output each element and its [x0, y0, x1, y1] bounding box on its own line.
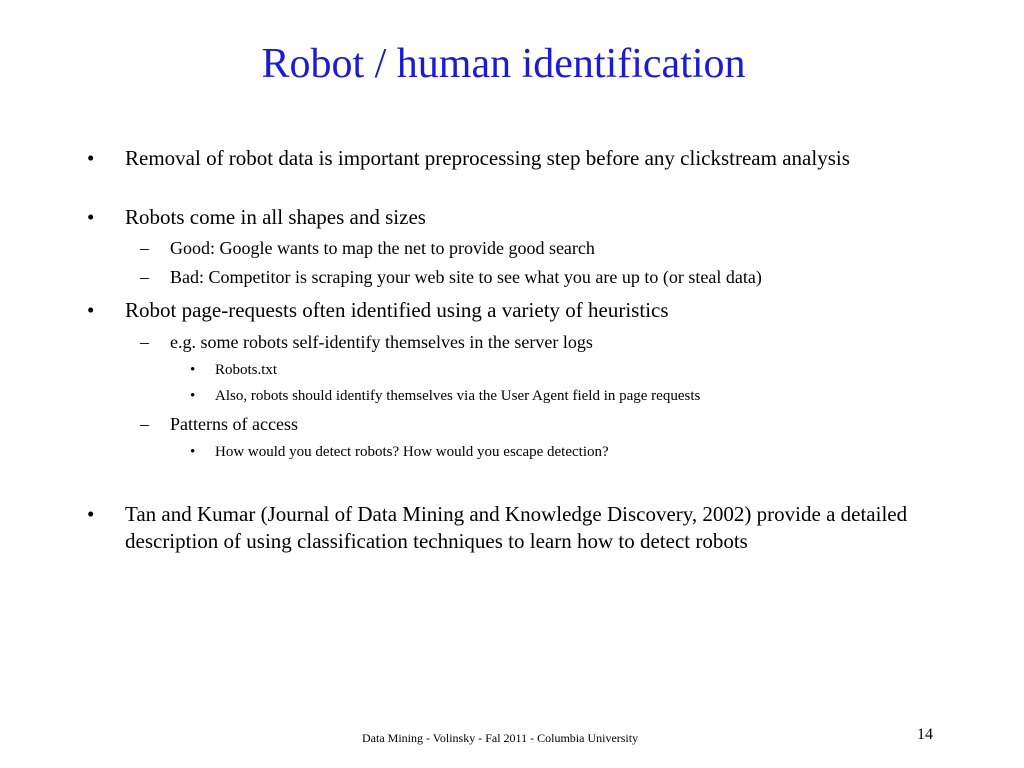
sub-bullet-self-identify — [140, 331, 930, 354]
bullet-text: Robot page-requests often identified using a variety of heuristics — [125, 298, 669, 322]
sub-bullet-text: e.g. some robots self-identify themselves in the server logs — [170, 332, 593, 352]
bullet-marker: • — [87, 146, 95, 170]
bullet-marker: • — [87, 298, 95, 322]
sub-sub-bullet-robots-txt — [190, 360, 935, 380]
sub-bullet-bad — [140, 266, 930, 289]
sub-sub-bullet-text: Also, robots should identify themselves via the User Agent field in page requests — [215, 388, 701, 404]
sub-bullet-good — [140, 237, 930, 260]
dash-marker: – — [140, 238, 149, 258]
sub-bullet-text: Patterns of access — [170, 414, 298, 434]
dash-marker: – — [140, 414, 149, 434]
bullet-marker: • — [190, 362, 196, 378]
bullet-marker: • — [190, 388, 196, 404]
bullet-tan-kumar — [87, 501, 925, 555]
bullet-text: Removal of robot data is important preprocessing step before any clickstream analysis — [125, 146, 850, 170]
bullet-marker: • — [190, 444, 196, 460]
sub-bullet-text: Good: Google wants to map the net to provide good search — [170, 238, 595, 258]
bullet-text: Robots come in all shapes and sizes — [125, 205, 426, 229]
bullet-heuristics — [87, 297, 925, 324]
sub-bullet-patterns — [140, 413, 930, 436]
bullet-marker: • — [87, 502, 95, 526]
page-number: 14 — [917, 726, 933, 743]
dash-marker: – — [140, 267, 149, 287]
bullet-robot-removal — [87, 145, 925, 172]
bullet-robot-shapes — [87, 204, 925, 231]
sub-sub-bullet-text: How would you detect robots? How would you escape detection? — [215, 444, 609, 460]
bullet-text: Tan and Kumar (Journal of Data Mining and Knowledge Discovery, 2002) provide a detailed description of using classification techniques to learn how to detect robots — [125, 502, 908, 553]
sub-sub-bullet-text: Robots.txt — [215, 362, 278, 378]
sub-sub-bullet-user-agent — [190, 386, 935, 406]
sub-bullet-text: Bad: Competitor is scraping your web site to see what you are up to (or steal data) — [170, 267, 762, 287]
bullet-marker: • — [87, 205, 95, 229]
sub-sub-bullet-detect — [190, 442, 935, 462]
slide-footer: Data Mining - Volinsky - Fal 2011 - Columbia University — [362, 731, 639, 745]
slide-title: Robot / human identification — [261, 41, 746, 87]
dash-marker: – — [140, 332, 149, 352]
